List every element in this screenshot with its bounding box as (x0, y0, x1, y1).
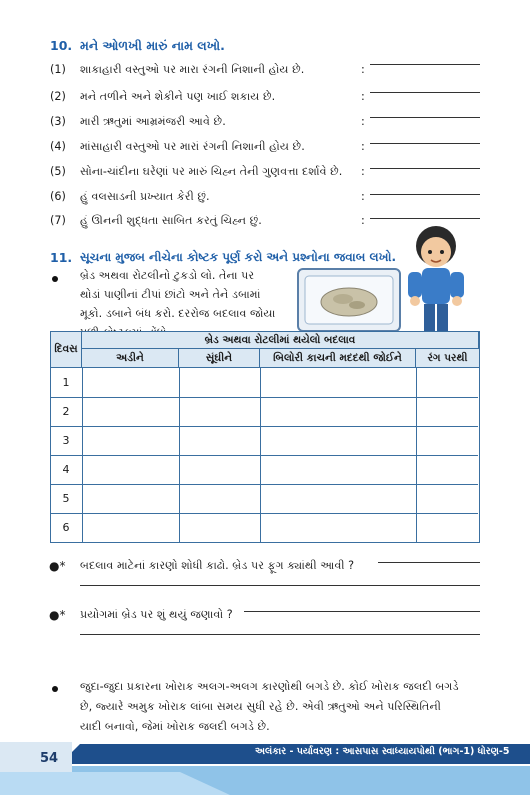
item-number: (3) (50, 115, 66, 128)
paragraph-line: યાદી બનાવો, જેમાં ખોરાક જલદી બગડે છે. (80, 720, 270, 733)
instruction-line: મૂકો. ડબાને બંધ કરો. દરરોજ બદલાવ જોયા (80, 307, 276, 320)
item-text: શાકાહારી વસ્તુઓ પર મારા રંગની નિશાની હોય છે. (80, 63, 305, 76)
observation-table (50, 331, 480, 543)
row-day-number: 6 (62, 521, 70, 534)
q11-title: સૂચના મુજબ નીચેના કોષ્ટક પૂર્ણ કરો અને પ્રશ્નોના જવાબ લખો. (80, 250, 397, 264)
question-marker: ●* (49, 559, 66, 573)
item-number: (5) (50, 165, 66, 178)
bullet-icon (52, 276, 58, 282)
answer-colon: : (361, 165, 365, 178)
answer-colon: : (361, 90, 365, 103)
row-day-number: 3 (62, 434, 70, 447)
answer-line[interactable] (370, 64, 480, 65)
table-row-divider (51, 426, 478, 427)
q10-title: મને ઓળખી મારું નામ લખો. (80, 38, 225, 53)
question-text: પ્રયોગમાં બ્રેડ પર શું થયું જણાવો ? (80, 608, 233, 621)
answer-line[interactable] (370, 218, 480, 219)
item-text: હું ઊનની શુદ્ધતા સાબિત કરતું ચિહ્ન છું. (80, 214, 262, 227)
row-day-number: 2 (62, 405, 70, 418)
group-header: બ્રેડ અથવા રોટલીમાં થયેલો બદલાવ (82, 332, 479, 349)
answer-line[interactable] (378, 562, 480, 563)
col-header: બિલોરી કાચની મદદથી જોઈને (260, 349, 416, 368)
item-number: (1) (50, 63, 66, 76)
answer-colon: : (361, 190, 365, 203)
item-number: (4) (50, 140, 66, 153)
answer-line[interactable] (80, 634, 480, 635)
instruction-line: બ્રેડ અથવા રોટલીનો ટુકડો લો. તેના પર (80, 269, 255, 282)
paragraph-line: જુદા-જુદા પ્રકારના ખોરાક અલગ-અલગ કારણોથી બગડે છે. કોઈ ખોરાક જલદી બગડે (80, 680, 459, 693)
q10-number: 10. (50, 38, 73, 53)
answer-line[interactable] (244, 611, 480, 612)
item-text: મને તળીને અને શેકીને પણ ખાઈ શકાય છે. (80, 90, 276, 103)
answer-line[interactable] (370, 143, 480, 144)
table-row-divider (51, 484, 478, 485)
item-text: હું વલસાડની પ્રખ્યાત કેરી છું. (80, 190, 210, 203)
q11-number: 11. (50, 250, 73, 265)
bread-in-box-illustration (297, 268, 401, 332)
answer-colon: : (361, 140, 365, 153)
table-row-divider (51, 513, 478, 514)
item-text: મારી ઋતુમાં આમ્રમંજરી આવે છે. (80, 115, 226, 128)
row-day-number: 4 (62, 463, 70, 476)
row-day-number: 1 (62, 376, 70, 389)
col-header: સૂંઘીને (179, 349, 260, 368)
table-row-divider (51, 455, 478, 456)
footer-title: અલંકાર - પર્યાવરણ : આસપાસ સ્વાધ્યાયપોથી (ભાગ-1) ધોરણ-5 (255, 746, 510, 757)
instruction-line: થોડાં પાણીનાં ટીપાં છાંટો અને તેને ડબામાં (80, 288, 261, 301)
page-number: 54 (40, 751, 59, 766)
answer-colon: : (361, 214, 365, 227)
answer-line[interactable] (370, 117, 480, 118)
item-text: માંસાહારી વસ્તુઓ પર મારાં રંગની નિશાની હોય છે. (80, 140, 305, 153)
answer-colon: : (361, 115, 365, 128)
paragraph-line: છે, જ્યારે અમુક ખોરાક લાંબા સમય સુધી રહે છે. એવી ઋતુઓ અને પરિસ્થિતિની (80, 700, 441, 713)
table-row-divider (51, 397, 478, 398)
answer-line[interactable] (370, 194, 480, 195)
item-number: (2) (50, 90, 66, 103)
answer-colon: : (361, 63, 365, 76)
col-header: અડીને (82, 349, 179, 368)
answer-line[interactable] (370, 168, 480, 169)
row-day-number: 5 (62, 492, 70, 505)
question-marker: ●* (49, 608, 66, 622)
answer-line[interactable] (80, 585, 480, 586)
answer-line[interactable] (370, 92, 480, 93)
item-number: (7) (50, 214, 66, 227)
col-header: રંગ પરથી (416, 349, 479, 368)
bullet-icon (52, 686, 58, 692)
question-text: બદલાવ માટેનાં કારણો શોધી કાઢો. બ્રેડ પર ફૂગ ક્યાંથી આવી ? (80, 559, 355, 572)
item-text: સોના-ચાંદીના ઘરેણાં પર મારું ચિહ્ન તેની ગુણવત્તા દર્શાવે છે. (80, 165, 343, 178)
item-number: (6) (50, 190, 66, 203)
day-header: દિવસ (51, 332, 82, 368)
